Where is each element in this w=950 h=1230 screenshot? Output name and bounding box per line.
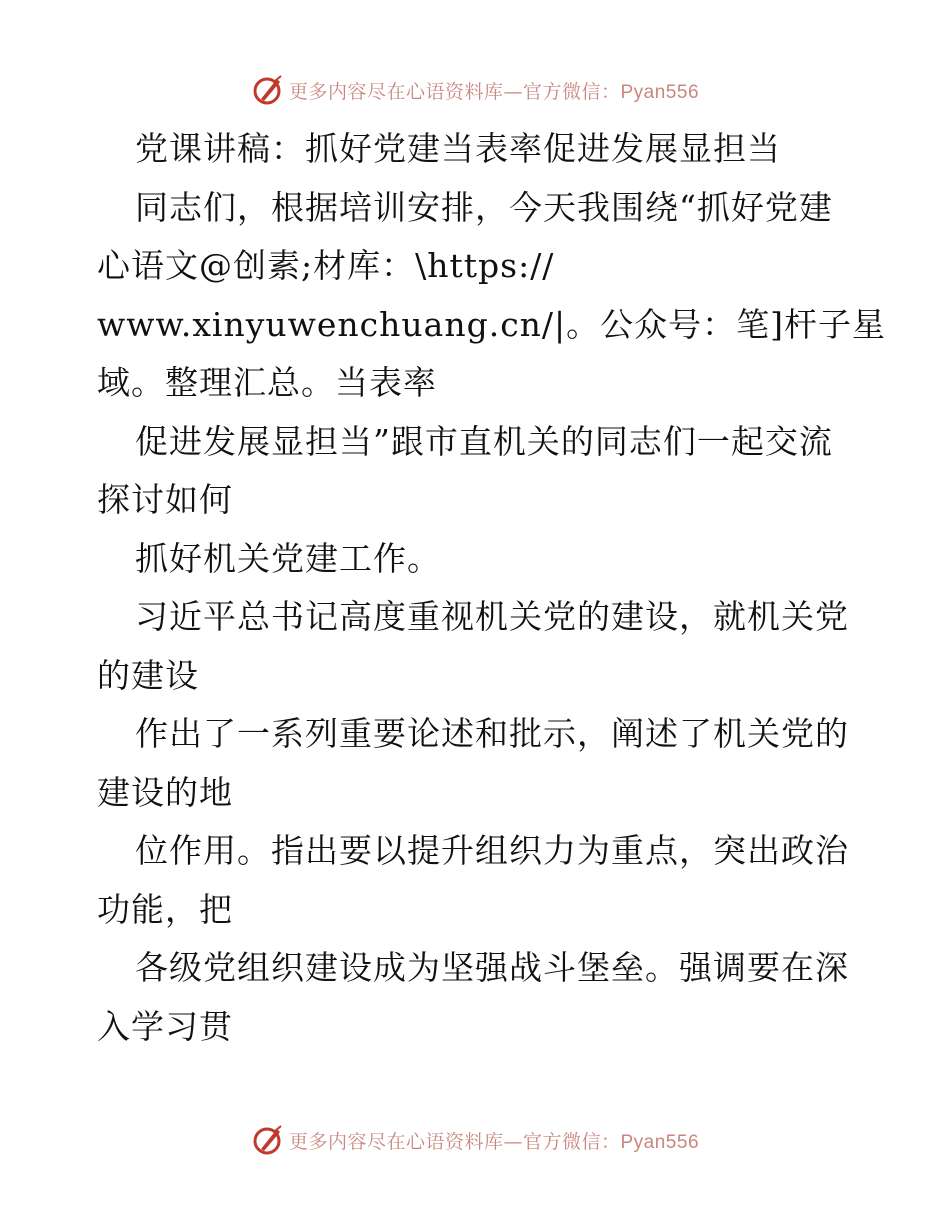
footer-banner — [0, 1122, 950, 1158]
document-body — [97, 120, 887, 1056]
document-line: 习近平总书记高度重视机关党的建设，就机关党 — [135, 597, 849, 636]
quill-circle-logo-icon — [251, 1123, 285, 1157]
document-line: 入学习贯 — [97, 1006, 233, 1046]
footer-banner-handle: Pyan556 — [620, 1131, 700, 1153]
footer-banner-text — [289, 1127, 699, 1154]
header-banner-label: 更多内容尽在心语资料库—官方微信： — [288, 80, 621, 103]
document-line: 的建设 — [97, 655, 199, 695]
document-line: 功能，把 — [97, 889, 233, 929]
header-banner-handle: Pyan556 — [620, 81, 700, 103]
document-line: 建设的地 — [97, 772, 233, 812]
document-line: www.xinyuwenchuang.cn/|。公众号：笔]杆子星 — [97, 304, 887, 344]
header-banner — [0, 72, 950, 108]
document-line: 探讨如何 — [97, 480, 233, 519]
document-line: 促进发展显担当”跟市直机关的同志们一起交流 — [135, 421, 833, 461]
document-line: 作出了一系列重要论述和批示，阐述了机关党的 — [135, 714, 849, 753]
document-line: 域。整理汇总。当表率 — [97, 363, 437, 402]
document-line: 抓好机关党建工作。 — [135, 538, 441, 578]
document-line: 同志们，根据培训安排，今天我围绕“抓好党建 — [135, 187, 833, 227]
document-line: 各级党组织建设成为坚强战斗堡垒。强调要在深 — [135, 948, 849, 987]
footer-banner-label: 更多内容尽在心语资料库—官方微信： — [288, 1130, 621, 1153]
quill-circle-logo-icon — [251, 73, 285, 107]
document-line: 位作用。指出要以提升组织力为重点，突出政治 — [135, 831, 849, 870]
document-line: 党课讲稿：抓好党建当表率促进发展显担当 — [135, 129, 781, 168]
header-banner-text — [289, 77, 699, 104]
document-line: 心语文@创素;材库：\https:// — [97, 246, 555, 285]
